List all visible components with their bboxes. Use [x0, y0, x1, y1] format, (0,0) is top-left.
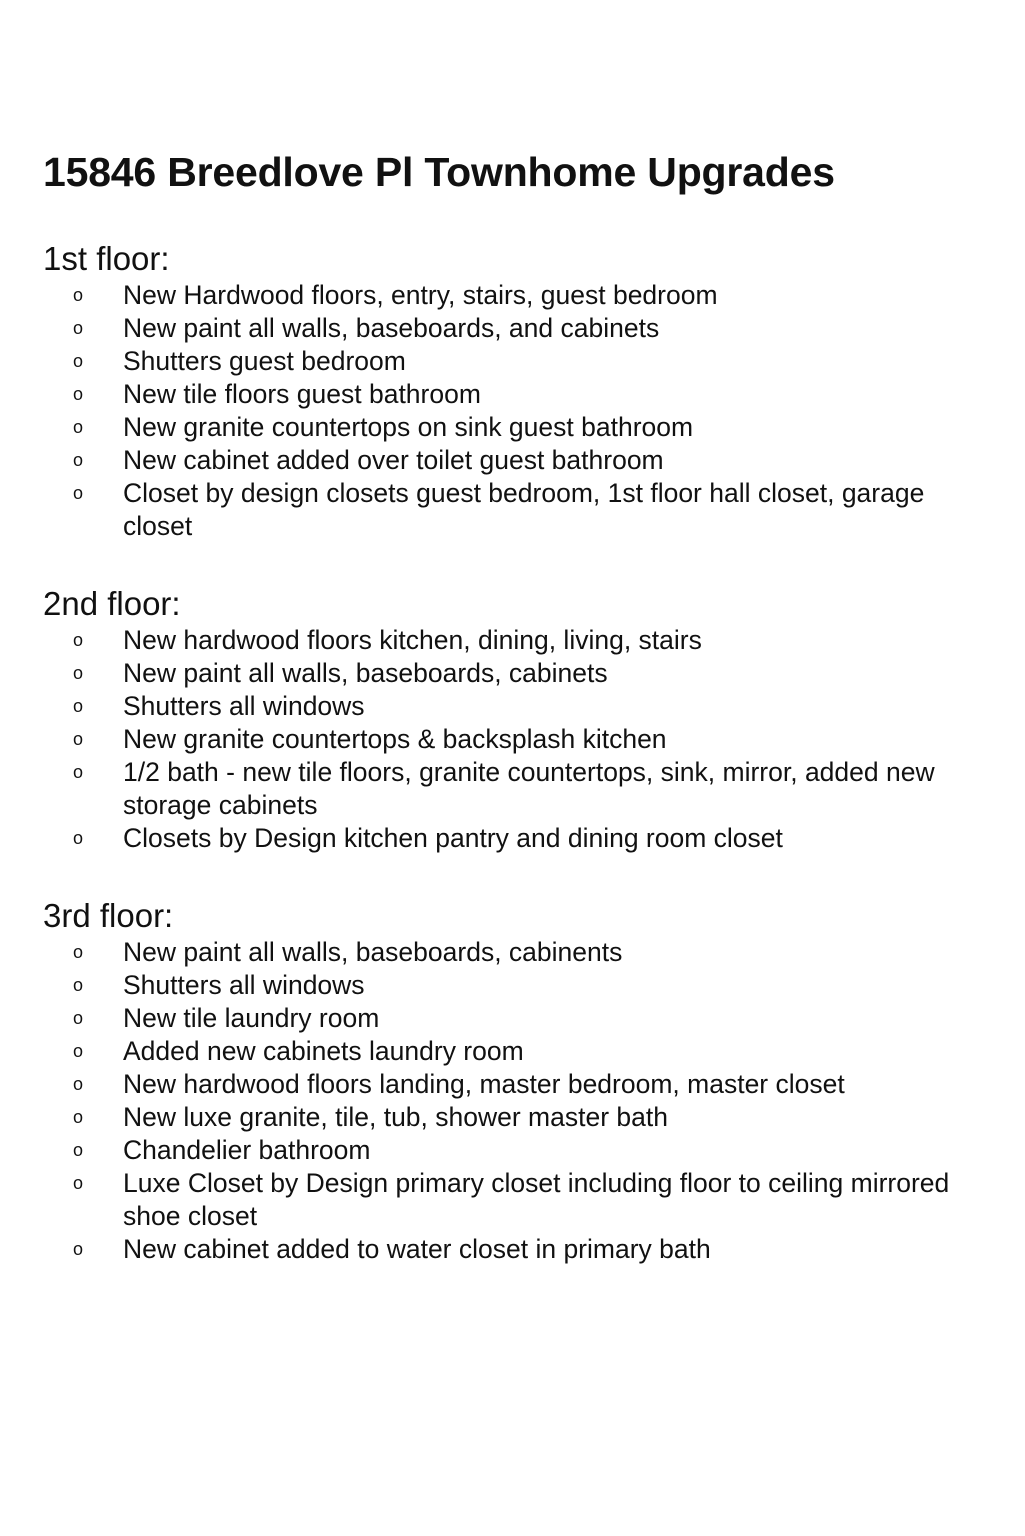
list-item [43, 312, 1025, 345]
list-item [43, 1035, 1025, 1068]
list-item-text: Chandelier bathroom [123, 1135, 371, 1165]
list-item [43, 723, 1025, 756]
list-item [43, 1167, 1025, 1233]
upgrade-list [43, 279, 1025, 543]
list-item-text: Shutters all windows [123, 970, 365, 1000]
bullet-circle-icon: o [72, 483, 83, 503]
bullet-circle-icon: o [72, 1107, 83, 1127]
list-item [43, 690, 1025, 723]
list-item [43, 657, 1025, 690]
list-item-text: Shutters guest bedroom [123, 346, 406, 376]
list-item [43, 1101, 1025, 1134]
list-item [43, 822, 1025, 855]
bullet-circle-icon: o [72, 828, 83, 848]
bullet-circle-icon: o [72, 762, 83, 782]
list-item-text: New cabinet added over toilet guest bathroom [123, 445, 664, 475]
list-item-text-continued: shoe closet [123, 1201, 258, 1231]
bullet-circle-icon: o [72, 1074, 83, 1094]
upgrade-list [43, 624, 1025, 855]
bullet-circle-icon: o [72, 285, 83, 305]
list-item-text: New cabinet added to water closet in primary bath [123, 1234, 711, 1264]
list-item-text: New tile floors guest bathroom [123, 379, 481, 409]
list-item-text-continued: storage cabinets [123, 790, 318, 820]
list-item-text: New granite countertops on sink guest bathroom [123, 412, 694, 442]
section-1st-floor [43, 239, 1025, 543]
list-item-text: Closets by Design kitchen pantry and dining room closet [123, 823, 783, 853]
list-item-text: New tile laundry room [123, 1003, 380, 1033]
list-item-text: New luxe granite, tile, tub, shower master bath [123, 1102, 668, 1132]
list-item [43, 936, 1025, 969]
bullet-circle-icon: o [72, 351, 83, 371]
list-item [43, 378, 1025, 411]
list-item-text: Luxe Closet by Design primary closet including floor to ceiling mirrored [123, 1168, 950, 1198]
list-item [43, 1134, 1025, 1167]
list-item-text: New hardwood floors landing, master bedroom, master closet [123, 1069, 845, 1099]
bullet-circle-icon: o [72, 942, 83, 962]
list-item-text: Added new cabinets laundry room [123, 1036, 524, 1066]
list-item-text: Shutters all windows [123, 691, 365, 721]
list-item-text: New granite countertops & backsplash kitchen [123, 724, 667, 754]
list-item-text-continued: closet [123, 511, 193, 541]
section-2nd-floor [43, 584, 1025, 855]
list-item-text: New paint all walls, baseboards, cabinets [123, 658, 608, 688]
bullet-circle-icon: o [72, 630, 83, 650]
document [43, 146, 1025, 1266]
bullet-circle-icon: o [72, 1041, 83, 1061]
list-item [43, 1233, 1025, 1266]
list-item-text: 1/2 bath - new tile floors, granite countertops, sink, mirror, added new [123, 757, 935, 787]
bullet-circle-icon: o [72, 975, 83, 995]
list-item [43, 756, 1025, 822]
section-heading: 3rd floor: [43, 897, 174, 934]
bullet-circle-icon: o [72, 384, 83, 404]
list-item-text: Closet by design closets guest bedroom, 1st floor hall closet, garage [123, 478, 925, 508]
bullet-circle-icon: o [72, 450, 83, 470]
bullet-circle-icon: o [72, 1173, 83, 1193]
bullet-circle-icon: o [72, 1239, 83, 1259]
list-item-text: New hardwood floors kitchen, dining, living, stairs [123, 625, 702, 655]
list-item [43, 345, 1025, 378]
bullet-circle-icon: o [72, 696, 83, 716]
list-item [43, 477, 1025, 543]
list-item [43, 279, 1025, 312]
document-title: 15846 Breedlove Pl Townhome Upgrades [43, 149, 835, 195]
list-item [43, 969, 1025, 1002]
bullet-circle-icon: o [72, 729, 83, 749]
bullet-circle-icon: o [72, 417, 83, 437]
bullet-circle-icon: o [72, 1140, 83, 1160]
list-item [43, 1002, 1025, 1035]
section-3rd-floor [43, 896, 1025, 1266]
bullet-circle-icon: o [72, 1008, 83, 1028]
list-item [43, 1068, 1025, 1101]
section-heading: 1st floor: [43, 240, 170, 277]
bullet-circle-icon: o [72, 318, 83, 338]
list-item-text: New Hardwood floors, entry, stairs, guest bedroom [123, 280, 718, 310]
list-item [43, 411, 1025, 444]
bullet-circle-icon: o [72, 663, 83, 683]
list-item-text: New paint all walls, baseboards, and cabinets [123, 313, 660, 343]
list-item [43, 444, 1025, 477]
section-heading: 2nd floor: [43, 585, 181, 622]
upgrade-list [43, 936, 1025, 1266]
list-item [43, 624, 1025, 657]
list-item-text: New paint all walls, baseboards, cabinents [123, 937, 623, 967]
